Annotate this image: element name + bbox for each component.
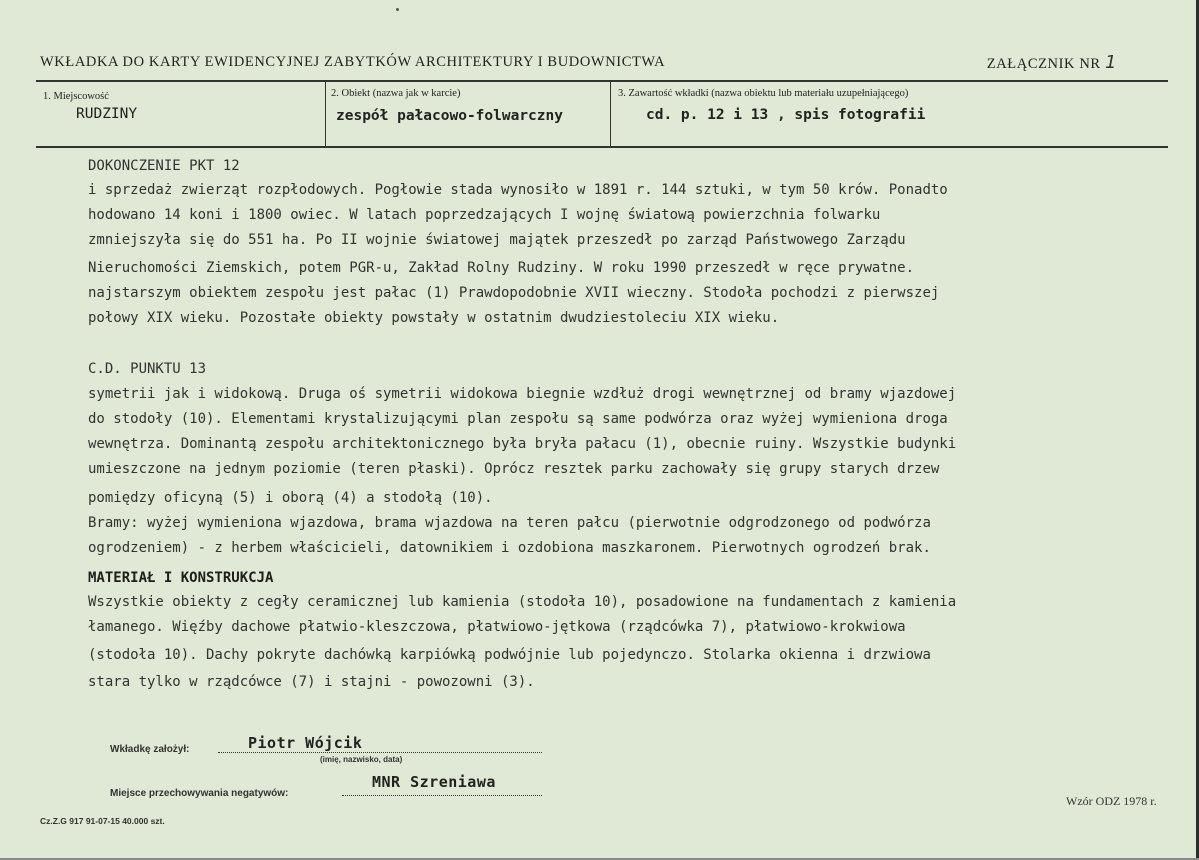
text-line: ogrodzeniem) - z herbem właścicieli, datownikiem i ozdobiona maszkaronem. Pierwotnych ogrodzeń brak. (88, 540, 931, 556)
content-label: 3. Zawartość wkładki (nazwa obiektu lub materiału uzupełniającego) (618, 88, 909, 99)
text-line: Bramy: wyżej wymieniona wjazdowa, brama wjazdowa na teren pałcu (pierwotnie odgrodzonego od podwórza (88, 515, 931, 531)
field-divider (325, 80, 326, 146)
header-rule (36, 80, 1168, 82)
author-name: Piotr Wójcik (248, 734, 363, 752)
signature-line (218, 752, 542, 753)
created-by-label: Wkładkę założył: (110, 744, 190, 755)
template-code: Wzór ODZ 1978 r. (1066, 794, 1157, 808)
fields-rule (36, 146, 1168, 148)
locality-value: RUDZINY (76, 106, 138, 122)
text-line: pomiędzy oficyną (5) i oborą (4) a stodołą (10). (88, 490, 493, 506)
field-divider (610, 80, 611, 146)
text-line: do stodoły (10). Elementami krystalizującymi plan zespołu są same podwórza oraz wyżej wymieniona droga (88, 411, 948, 427)
storage-label: Miejsce przechowywania negatywów: (110, 788, 289, 799)
author-hint: (imię, nazwisko, data) (320, 755, 403, 764)
text-line: (stodoła 10). Dachy pokryte dachówką karpiówką podwójnie lub pojedynczo. Stolarka okienna i drzwiowa (88, 647, 931, 663)
section-heading: MATERIAŁ I KONSTRUKCJA (88, 570, 274, 586)
text-line: połowy XIX wieku. Pozostałe obiekty powstały w ostatnim dwudziestoleciu XIX wieku. (88, 310, 780, 326)
text-line: umieszczone na jednym poziomie (teren płaski). Oprócz resztek parku zachowały się grupy starych drzew (88, 461, 940, 477)
attachment-number (987, 52, 1117, 73)
locality-label: 1. Miejscowość (43, 91, 109, 102)
print-code: Cz.Z.G 917 91-07-15 40.000 szt. (40, 816, 165, 826)
text-line: Nieruchomości Ziemskich, potem PGR-u, Zakład Rolny Rudziny. W roku 1990 przeszedł w ręce prywatne. (88, 260, 915, 276)
text-line: stara tylko w rządcówce (7) i stajni - powozowni (3). (88, 674, 535, 690)
section-heading: DOKONCZENIE PKT 12 (88, 158, 240, 174)
section-heading: C.D. PUNKTU 13 (88, 361, 207, 377)
text-line: zmniejszyła się do 551 ha. Po II wojnie światowej majątek przeszedł po zarząd Państwowego Zarządu (88, 232, 906, 248)
attachment-label: ZAŁĄCZNIK NR (986, 56, 1101, 72)
storage-line (342, 795, 542, 796)
attachment-number-value: 1 (1104, 52, 1117, 73)
text-line: symetrii jak i widokową. Druga oś symetrii widokowa biegnie wzdłuż drogi wewnętrznej od bramy wjazdowej (88, 386, 957, 402)
text-line: i sprzedaż zwierząt rozpłodowych. Pogłowie stada wynosiło w 1891 r. 144 sztuki, w tym 50 krów. Ponadto (88, 182, 948, 198)
document-title: WKŁADKA DO KARTY EWIDENCYJNEJ ZABYTKÓW ARCHITEKTURY I BUDOWNICTWA (40, 54, 666, 70)
content-value: cd. p. 12 i 13 , spis fotografii (646, 107, 926, 123)
storage-value: MNR Szreniawa (372, 773, 496, 791)
object-value: zespół pałacowo-folwarczny (336, 108, 563, 124)
text-line: wewnętrza. Dominantą zespołu architektonicznego była bryła pałacu (1), obecnie ruiny. Wszystkie budynki (88, 436, 957, 452)
text-line: Wszystkie obiekty z cegły ceramicznej lub kamienia (stodoła 10), posadowione na fundamentach z kamienia (88, 594, 957, 610)
object-label: 2. Obiekt (nazwa jak w karcie) (331, 88, 461, 99)
text-line: łamanego. Więźby dachowe płatwio-kleszczowa, płatwiowo-jętkowa (rządcówka 7), płatwiowo-krokwiowa (88, 619, 906, 635)
text-line: hodowano 14 koni i 1800 owiec. W latach poprzedzających I wojnę światową powierzchnia folwarku (88, 207, 881, 223)
paper-speck (396, 8, 399, 11)
text-line: najstarszym obiektem zespołu jest pałac (1) Prawdopodobnie XVII wieczny. Stodoła pochodzi z pierwszej (88, 285, 940, 301)
